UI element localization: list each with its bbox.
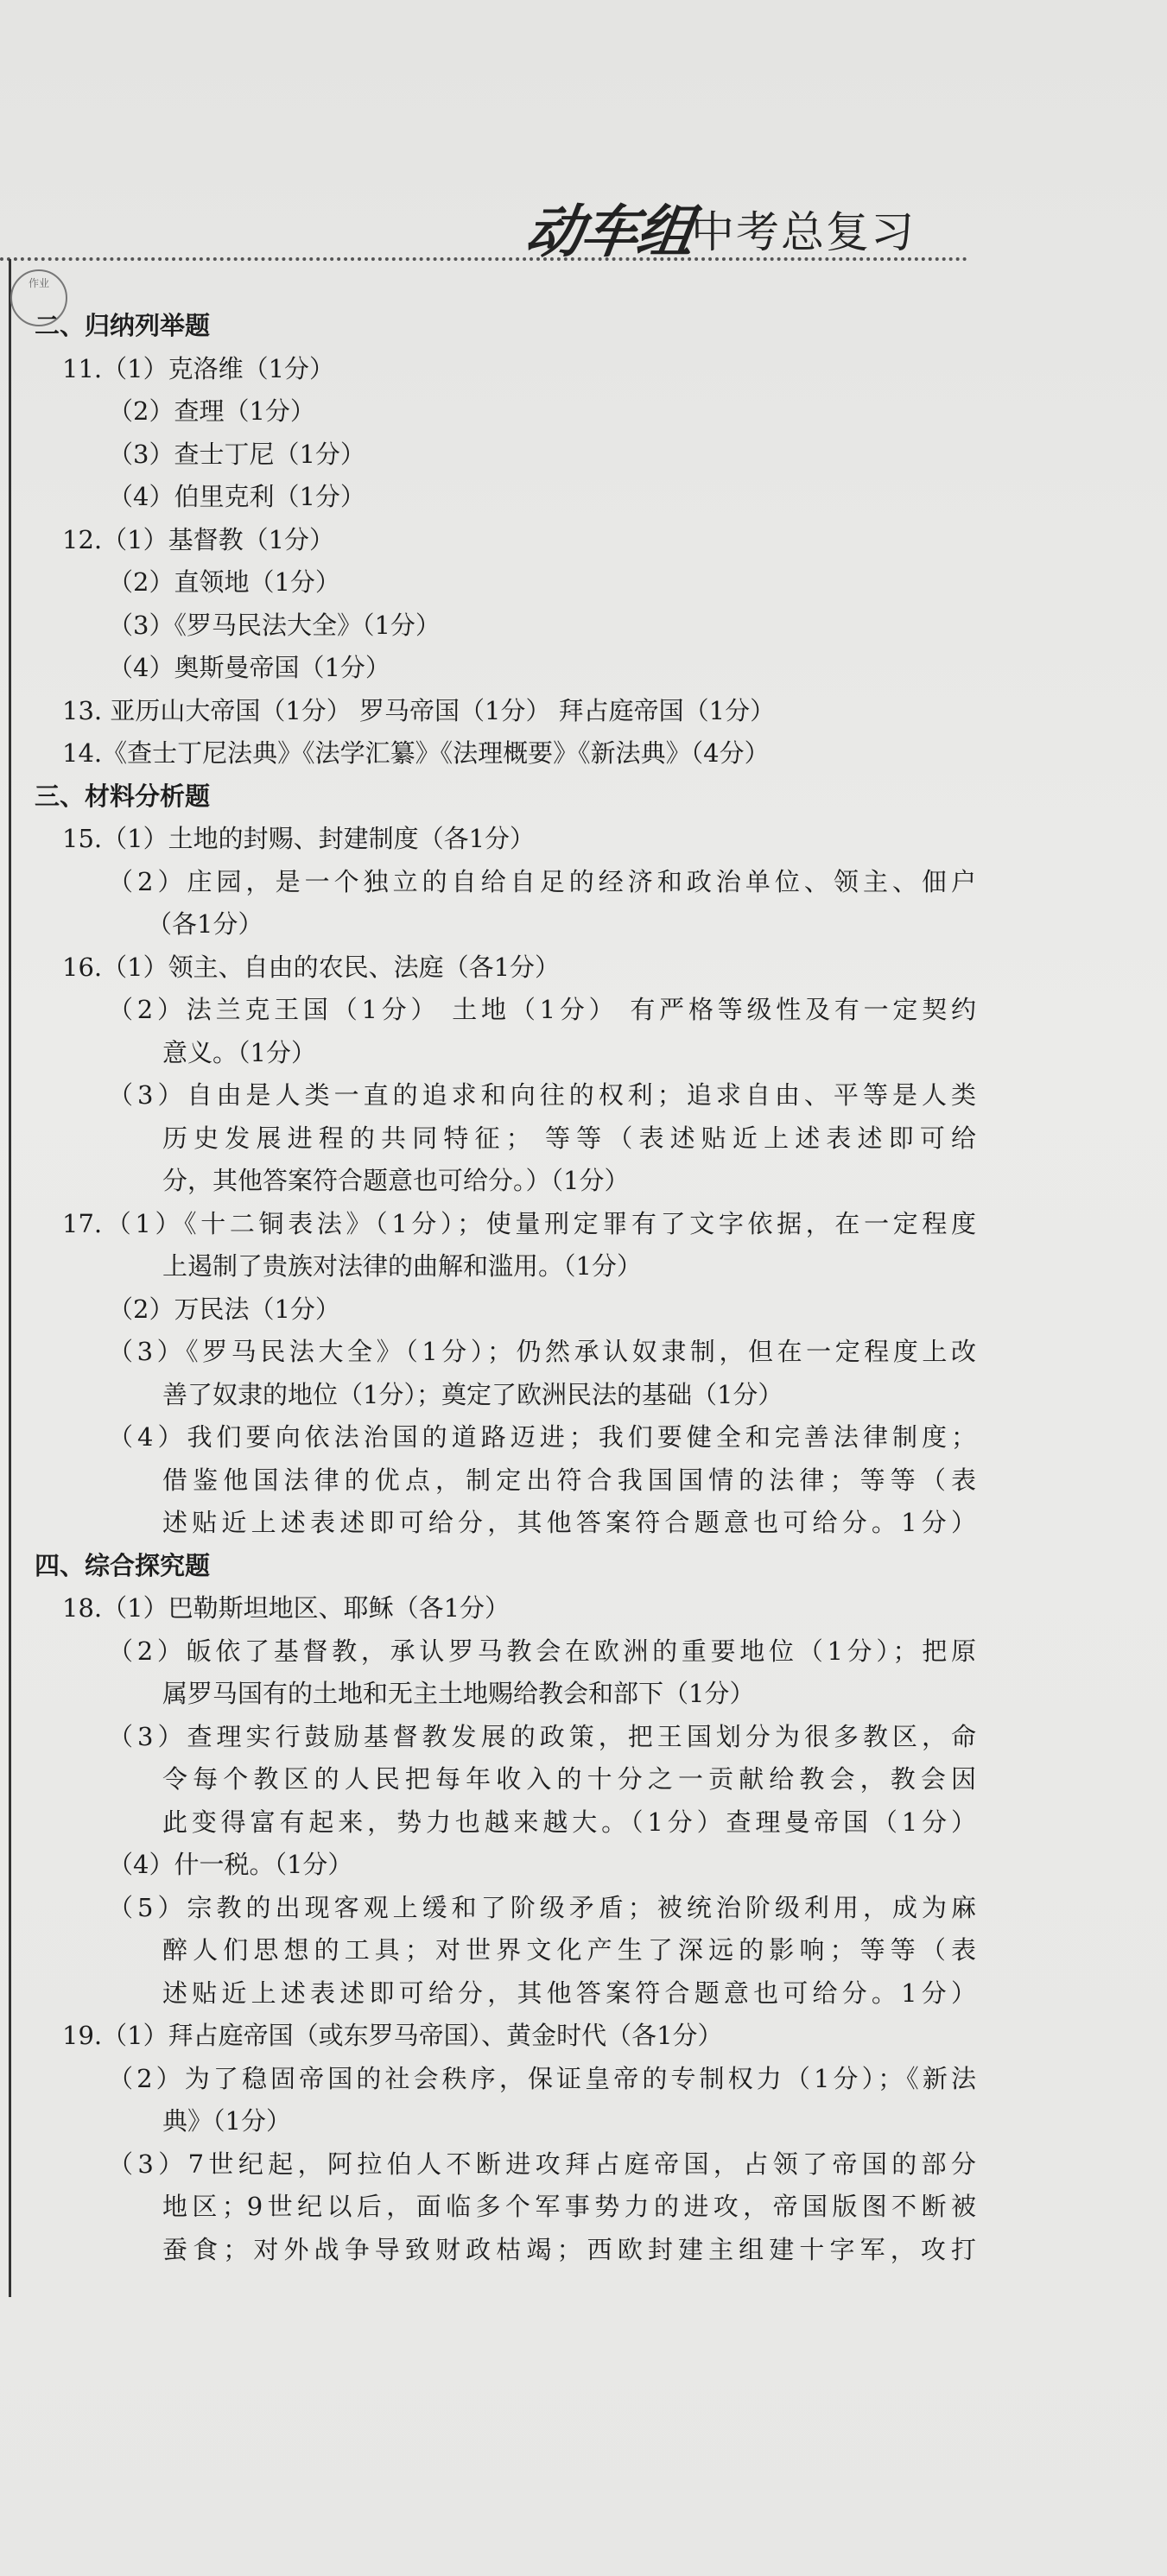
answer-line: 地区；9世纪以后，面临多个军事势力的进攻，帝国版图不断被 — [162, 2192, 976, 2221]
answer-line: （各1分） — [147, 909, 263, 939]
answer-line: （4）我们要向依法治国的道路迈进；我们要健全和完善法律制度； — [108, 1422, 976, 1452]
answer-line: 15.（1）土地的封赐、封建制度（各1分） — [62, 824, 536, 853]
section-heading: 三、材料分析题 — [35, 781, 211, 811]
answer-line: （2）直领地（1分） — [108, 567, 340, 597]
answer-line: 此变得富有起来，势力也越来越大。（1分）查理曼帝国（1分） — [162, 1807, 976, 1837]
answer-line: （3）查理实行鼓励基督教发展的政策，把王国划分为很多教区，命 — [108, 1721, 976, 1751]
answer-line: 述贴近上述表述即可给分，其他答案符合题意也可给分。1分） — [162, 1508, 976, 1537]
answer-line: （3）查士丁尼（1分） — [108, 439, 365, 469]
answer-line: 14.《查士丁尼法典》《法学汇纂》《法理概要》《新法典》（4分） — [62, 738, 770, 768]
answer-line: （2）庄园，是一个独立的自给自足的经济和政治单位、领主、佃户 — [108, 866, 976, 896]
answer-line: 属罗马国有的土地和无主土地赐给教会和部下（1分） — [162, 1679, 755, 1708]
answer-line: （2）皈依了基督教，承认罗马教会在欧洲的重要地位（1分）；把原 — [108, 1636, 976, 1666]
answer-line: 18.（1）巴勒斯坦地区、耶稣（各1分） — [62, 1593, 511, 1623]
section-heading: 二、归纳列举题 — [35, 311, 211, 340]
answer-line: 12.（1）基督教（1分） — [62, 524, 335, 554]
answer-line: （2）万民法（1分） — [108, 1294, 340, 1324]
margin-rule — [9, 259, 11, 2297]
homework-stamp: 作业 — [10, 269, 67, 326]
answer-line: 令每个教区的人民把每年收入的十分之一贡献给教会，教会因 — [162, 1764, 976, 1794]
answer-line: 醉人们思想的工具；对世界文化产生了深远的影响；等等（表 — [162, 1935, 976, 1965]
answer-line: 11.（1）克洛维（1分） — [62, 353, 335, 383]
answer-line: 13. 亚历山大帝国（1分） 罗马帝国（1分） 拜占庭帝国（1分） — [62, 695, 776, 725]
page-header — [521, 186, 976, 265]
answer-line: （2）为了稳固帝国的社会秩序，保证皇帝的专制权力（1分）；《新法 — [108, 2063, 976, 2093]
page-title: 中考总复习 — [691, 207, 916, 257]
answer-line: （2）法兰克王国（1分） 土地（1分） 有严格等级性及有一定契约 — [108, 995, 976, 1024]
answer-line: 意义。（1分） — [162, 1037, 316, 1067]
section-heading: 四、综合探究题 — [35, 1550, 211, 1580]
answer-line: （3）《罗马民法大全》（1分） — [108, 610, 441, 640]
answer-line: 16.（1）领主、自由的农民、法庭（各1分） — [62, 952, 561, 982]
answer-line: （4）奥斯曼帝国（1分） — [108, 653, 390, 682]
answer-line: 蚕食；对外战争导致财政枯竭；西欧封建主组建十字军，攻打 — [162, 2234, 976, 2264]
answer-line: 典》（1分） — [162, 2106, 291, 2136]
answer-line: 借鉴他国法律的优点，制定出符合我国国情的法律；等等（表 — [162, 1465, 976, 1495]
answer-line: 历史发展进程的共同特征； 等等（表述贴近上述表述即可给 — [162, 1123, 976, 1153]
answer-line: 善了奴隶的地位（1分）；奠定了欧洲民法的基础（1分） — [162, 1379, 783, 1409]
answer-content — [35, 305, 976, 2271]
answer-line: 17.（1）《十二铜表法》（1分）；使量刑定罪有了文字依据，在一定程度 — [62, 1208, 976, 1238]
brand-logo: 动车组 — [521, 198, 697, 265]
answer-line: （3）自由是人类一直的追求和向往的权利；追求自由、平等是人类 — [108, 1080, 976, 1110]
answer-line: 19.（1）拜占庭帝国（或东罗马帝国）、黄金时代（各1分） — [62, 2021, 723, 2050]
answer-line: （4）伯里克利（1分） — [108, 482, 365, 511]
answer-line: 分，其他答案符合题意也可给分。）（1分） — [162, 1166, 630, 1195]
answer-line: （5）宗教的出现客观上缓和了阶级矛盾；被统治阶级利用，成为麻 — [108, 1892, 976, 1922]
header-divider — [0, 257, 967, 261]
answer-line: （2）查理（1分） — [108, 396, 315, 426]
answer-line: 述贴近上述表述即可给分，其他答案符合题意也可给分。1分） — [162, 1978, 976, 2008]
answer-line: （3）7世纪起，阿拉伯人不断进攻拜占庭帝国，占领了帝国的部分 — [108, 2149, 976, 2179]
answer-line: （4）什一税。（1分） — [108, 1850, 353, 1879]
answer-line: （3）《罗马民法大全》（1分）；仍然承认奴隶制，但在一定程度上改 — [108, 1337, 976, 1366]
answer-line: 上遏制了贵族对法律的曲解和滥用。（1分） — [162, 1251, 642, 1281]
